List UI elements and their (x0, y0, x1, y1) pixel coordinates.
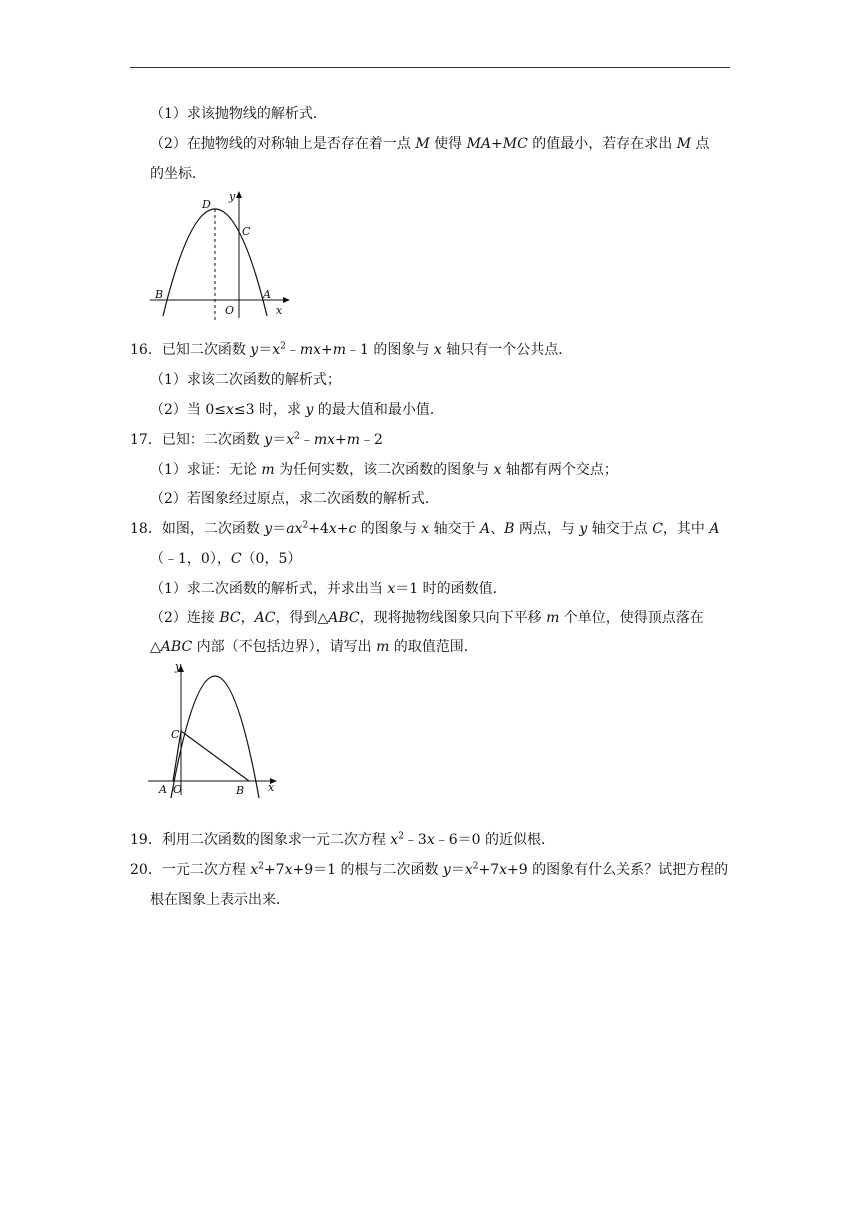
x-axis-arrow (283, 297, 290, 303)
q18-part2-cont: △ABC 内部（不包括边界），请写出 m 的取值范围． (150, 639, 478, 655)
q20-stem: 20．一元二次方程 $x^2+7x+9=1$ 的根与二次函数 $y=x^2+7x+9$ 的图象有什么关系？试把方程的 (130, 861, 729, 878)
q16-stem: 16．已知二次函数 $y=x^2﹣mx+m﹣1$ 的图象与 x 轴只有一个公共点． (130, 341, 573, 358)
label-x: x (276, 304, 283, 317)
q18-stem-cont: （﹣1，0），C（0，5） (150, 551, 302, 567)
label-C: C (242, 225, 251, 238)
figure-parabola-1 (145, 188, 295, 323)
header-rule (130, 67, 730, 68)
label-A: A (263, 288, 271, 301)
q18-part1: （1）求二次函数的解析式，并求出当 x＝1 时的函数值． (150, 581, 507, 597)
label-y: y (229, 190, 236, 203)
segment-CB (181, 731, 249, 781)
q17-part2: （2）若图象经过原点，求二次函数的解析式． (150, 491, 439, 507)
label-A: A (159, 783, 167, 796)
q19-stem: 19．利用二次函数的图象求一元二次方程 $x^2﹣3x﹣6=0$ 的近似根． (130, 831, 556, 848)
label-B: B (155, 288, 164, 301)
label-O: O (173, 783, 183, 796)
y-axis-arrow (236, 191, 242, 198)
q18-stem: 18．如图，二次函数 $y=ax^2+4x+c$ 的图象与 x 轴交于 A、B 两点，与 y 轴交于点 C，其中 A (130, 520, 720, 537)
q18-part2: （2）连接 BC，AC，得到△ABC，现将抛物线图象只向下平移 m 个单位，使得顶点落在 (150, 610, 704, 626)
figure-parabola-2 (145, 660, 285, 800)
q15-part2: （2）在抛物线的对称轴上是否存在着一点 M 使得 MA+MC 的值最小，若存在求出 M 点 (150, 136, 710, 152)
label-B: B (236, 784, 245, 797)
q16-part1: （1）求该二次函数的解析式； (150, 372, 341, 388)
parabola-curve (171, 676, 259, 798)
label-y: y (175, 660, 182, 673)
label-D: D (202, 198, 211, 211)
q17-part1: （1）求证：无论 m 为任何实数，该二次函数的图象与 x 轴都有两个交点； (150, 462, 618, 478)
q17-stem: 17．已知：二次函数 $y=x^2﹣mx+m﹣2$ (130, 431, 383, 448)
label-x: x (268, 781, 275, 794)
q15-part1: （1）求该抛物线的解析式． (150, 106, 327, 122)
label-O: O (225, 304, 235, 317)
q16-part2: （2）当 0≤x≤3 时，求 y 的最大值和最小值． (150, 402, 444, 418)
q20-stem-cont: 根在图象上表示出来． (150, 892, 290, 908)
q15-part2-cont: 的坐标． (150, 166, 206, 182)
label-C: C (171, 728, 180, 741)
